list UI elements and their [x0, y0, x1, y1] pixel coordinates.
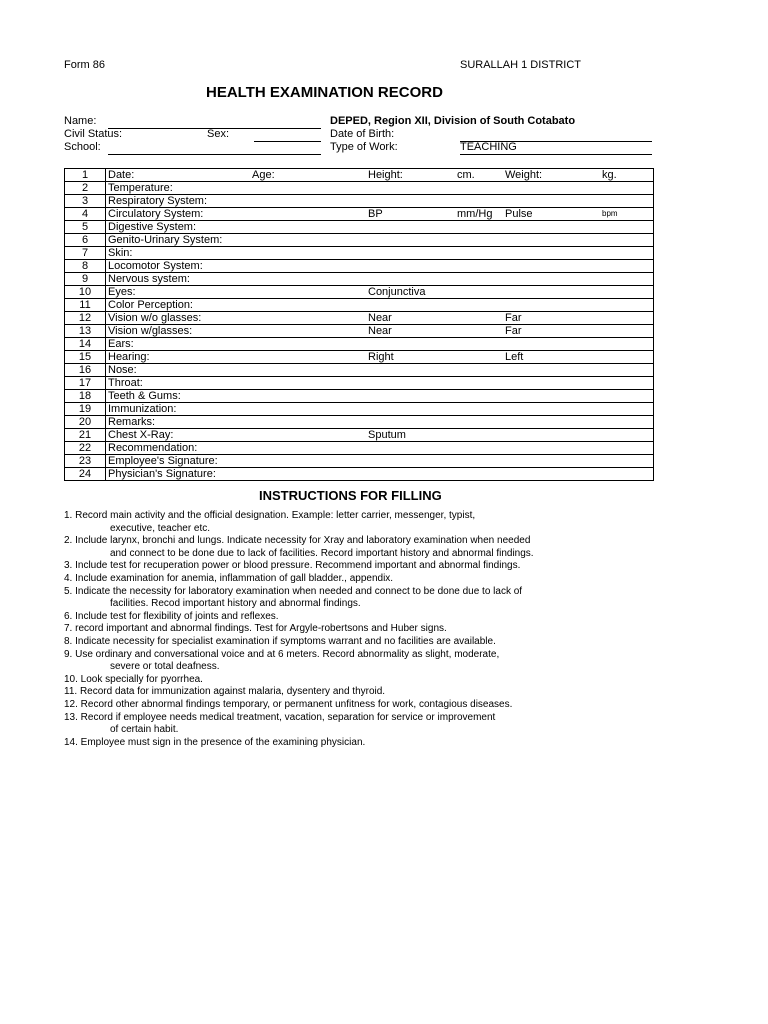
- table-row: [65, 312, 654, 325]
- row-label: Temperature:: [108, 182, 173, 194]
- row-field[interactable]: [106, 364, 654, 377]
- instruction-line: 1. Record main activity and the official designation. Example: letter carrier, messenger, typist,: [64, 510, 476, 521]
- row-number: 14: [65, 338, 106, 351]
- deped-division: DEPED, Region XII, Division of South Cotabato: [330, 115, 576, 127]
- row-number: 8: [65, 260, 106, 273]
- row-field[interactable]: [106, 221, 654, 234]
- row-label: Remarks:: [108, 416, 156, 428]
- instruction-line: 3. Include test for recuperation power or blood pressure. Recommend important and abnormal findings.: [64, 560, 521, 572]
- instruction-line: 2. Include larynx, bronchi and lungs. Indicate necessity for Xray and laboratory examination when needed: [64, 535, 531, 547]
- row-number: 20: [65, 416, 106, 429]
- row-field[interactable]: [106, 403, 654, 416]
- table-row: [65, 416, 654, 429]
- instruction-line: and connect to be done due to lack of facilities. Record important history and abnormal findings.: [110, 547, 534, 559]
- instruction-line: 8. Indicate necessity for specialist examination if symptoms warrant and no facilities are available.: [64, 635, 496, 647]
- row-field[interactable]: [106, 286, 654, 299]
- row-number: 21: [65, 429, 106, 442]
- row-label: Ears:: [108, 338, 134, 350]
- instructions-list: [64, 510, 684, 749]
- row-sub-label: Near: [368, 325, 392, 337]
- table-row: [65, 234, 654, 247]
- row-sub-label: Far: [505, 312, 522, 324]
- row-sub-label: Weight:: [505, 169, 543, 181]
- row-field[interactable]: [106, 325, 654, 338]
- table-row: [65, 221, 654, 234]
- row-sub-label: Sputum: [368, 429, 406, 441]
- row-sub-label: Conjunctiva: [368, 286, 426, 298]
- table-row: [65, 455, 654, 468]
- row-number: 5: [65, 221, 106, 234]
- row-field[interactable]: [106, 260, 654, 273]
- instructions-title: INSTRUCTIONS FOR FILLING: [259, 488, 442, 503]
- row-sub-label: mm/Hg: [457, 208, 493, 220]
- table-row: [65, 273, 654, 286]
- table-row: [65, 182, 654, 195]
- table-row: [65, 403, 654, 416]
- row-number: 1: [65, 169, 106, 182]
- instruction-line: severe or total deafness.: [110, 661, 220, 673]
- row-label: Respiratory System:: [108, 195, 208, 207]
- row-label: Nervous system:: [108, 273, 190, 285]
- row-label: Throat:: [108, 377, 143, 389]
- row-sub-label: Left: [505, 351, 524, 363]
- row-field[interactable]: [106, 377, 654, 390]
- page-title: HEALTH EXAMINATION RECORD: [206, 84, 443, 101]
- table-row: [65, 247, 654, 260]
- name-label: Name:: [64, 115, 97, 127]
- row-field[interactable]: [106, 468, 654, 481]
- table-row: [65, 299, 654, 312]
- table-row: [65, 260, 654, 273]
- row-label: Date:: [108, 169, 135, 181]
- row-label: Digestive System:: [108, 221, 197, 233]
- row-field[interactable]: [106, 390, 654, 403]
- table-row: [65, 390, 654, 403]
- table-row: [65, 364, 654, 377]
- row-number: 12: [65, 312, 106, 325]
- row-number: 11: [65, 299, 106, 312]
- school-label: School:: [64, 141, 101, 153]
- instruction-line: 4. Include examination for anemia, inflammation of gall bladder., appendix.: [64, 572, 394, 584]
- row-field[interactable]: [106, 312, 654, 325]
- row-field[interactable]: [106, 247, 654, 260]
- row-sub-label: Age:: [252, 169, 275, 181]
- table-row: [65, 377, 654, 390]
- row-label: Recommendation:: [108, 442, 198, 454]
- row-number: 3: [65, 195, 106, 208]
- table-row: [65, 195, 654, 208]
- row-field[interactable]: [106, 299, 654, 312]
- instruction-line: 5. Indicate the necessity for laboratory examination when needed and connect to be done due to lack of: [64, 585, 523, 597]
- instruction-line: 11. Record data for immunization against malaria, dysentery and thyroid.: [64, 686, 386, 698]
- row-field[interactable]: [106, 429, 654, 442]
- table-row: [65, 286, 654, 299]
- row-label: Eyes:: [108, 286, 136, 298]
- row-sub-label: Far: [505, 325, 522, 337]
- school-field[interactable]: [108, 154, 321, 155]
- row-sub-label: Near: [368, 312, 392, 324]
- row-label: Vision w/glasses:: [108, 325, 193, 337]
- row-label: Skin:: [108, 247, 133, 259]
- row-number: 24: [65, 468, 106, 481]
- row-number: 9: [65, 273, 106, 286]
- row-label: Nose:: [108, 364, 137, 376]
- exam-table: [64, 168, 654, 481]
- row-field[interactable]: [106, 338, 654, 351]
- row-label: Hearing:: [108, 351, 150, 363]
- table-row: [65, 169, 654, 182]
- row-number: 4: [65, 208, 106, 221]
- row-sub-label: Right: [368, 351, 394, 363]
- instruction-line: 14. Employee must sign in the presence of the examining physician.: [64, 736, 366, 748]
- table-row: [65, 468, 654, 481]
- form-number: Form 86: [64, 59, 105, 71]
- row-field[interactable]: [106, 195, 654, 208]
- row-label: Locomotor System:: [108, 260, 203, 272]
- row-field[interactable]: [106, 234, 654, 247]
- row-label: Chest X-Ray:: [108, 429, 174, 441]
- table-row: [65, 338, 654, 351]
- sex-field[interactable]: [254, 141, 321, 142]
- row-number: 16: [65, 364, 106, 377]
- dob-label: Date of Birth:: [330, 128, 395, 140]
- row-sub-label: Height:: [368, 169, 403, 181]
- instruction-line: 13. Record if employee needs medical treatment, vacation, separation for service or improvement: [64, 711, 496, 723]
- work-field[interactable]: [460, 154, 652, 155]
- row-field[interactable]: [106, 182, 654, 195]
- row-label: Color Perception:: [108, 299, 193, 311]
- row-number: 22: [65, 442, 106, 455]
- work-label: Type of Work:: [330, 141, 398, 153]
- instruction-line: facilities. Recod important history and abnormal findings.: [110, 598, 361, 610]
- civil-status-label: Civil Status:: [64, 128, 123, 140]
- row-label: Physician's Signature:: [108, 468, 216, 480]
- row-field[interactable]: [106, 273, 654, 286]
- row-field[interactable]: [106, 455, 654, 468]
- row-field[interactable]: [106, 208, 654, 221]
- row-field[interactable]: [106, 351, 654, 364]
- row-number: 23: [65, 455, 106, 468]
- instruction-line: 10. Look specially for pyorrhea.: [64, 673, 203, 685]
- row-field[interactable]: [106, 416, 654, 429]
- row-sub-label: cm.: [457, 169, 475, 181]
- instruction-line: of certain habit.: [110, 724, 179, 736]
- row-number: 7: [65, 247, 106, 260]
- row-label: Employee's Signature:: [108, 455, 218, 467]
- row-sub-label: bpm: [602, 209, 618, 218]
- table-row: [65, 442, 654, 455]
- row-sub-label: BP: [368, 208, 383, 220]
- row-sub-label: Pulse: [505, 208, 533, 220]
- district-name: SURALLAH 1 DISTRICT: [460, 59, 582, 71]
- row-number: 15: [65, 351, 106, 364]
- row-number: 6: [65, 234, 106, 247]
- table-row: [65, 429, 654, 442]
- row-field[interactable]: [106, 442, 654, 455]
- row-label: Immunization:: [108, 403, 177, 415]
- row-label: Genito-Urinary System:: [108, 234, 223, 246]
- row-number: 13: [65, 325, 106, 338]
- sex-label: Sex:: [207, 128, 230, 140]
- instruction-line: 7. record important and abnormal findings. Test for Argyle-robertsons and Huber signs.: [64, 623, 447, 635]
- row-label: Teeth & Gums:: [108, 390, 181, 402]
- instruction-line: 9. Use ordinary and conversational voice and at 6 meters. Record abnormality as slight, moderate,: [64, 648, 500, 660]
- row-label: Circulatory System:: [108, 208, 204, 220]
- table-row: [65, 208, 654, 221]
- work-value: TEACHING: [460, 141, 517, 153]
- row-field[interactable]: [106, 169, 654, 182]
- row-number: 19: [65, 403, 106, 416]
- table-row: [65, 351, 654, 364]
- row-number: 18: [65, 390, 106, 403]
- instruction-line: executive, teacher etc.: [110, 522, 211, 534]
- instruction-line: 6. Include test for flexibility of joints and reflexes.: [64, 610, 279, 622]
- table-row: [65, 325, 654, 338]
- instruction-line: 12. Record other abnormal findings temporary, or permanent unfitness for work, contagious diseases.: [64, 698, 513, 710]
- row-number: 2: [65, 182, 106, 195]
- row-label: Vision w/o glasses:: [108, 312, 202, 324]
- row-number: 17: [65, 377, 106, 390]
- row-number: 10: [65, 286, 106, 299]
- row-sub-label: kg.: [602, 169, 617, 181]
